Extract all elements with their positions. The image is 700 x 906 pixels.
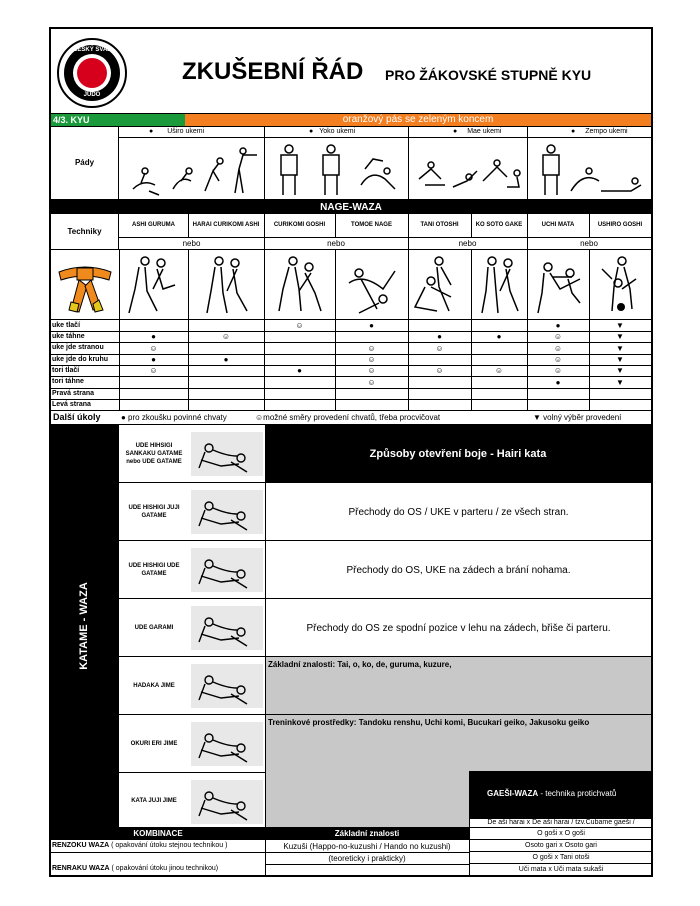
pady-item-mae: ● Mae ukemi (453, 128, 502, 135)
legend-mandatory: ● pro zkoušku povinné chvaty (121, 413, 227, 422)
kombinace-label: KOMBINACE (133, 829, 183, 838)
direction-mark: ● (297, 366, 302, 375)
page-subtitle: PRO ŽÁKOVSKÉ STUPNĚ KYU (385, 67, 592, 83)
technique-name: KO SOTO GAKE (475, 222, 523, 228)
yoko-ukemi-illustration (269, 141, 405, 197)
direction-mark: ☺ (367, 366, 376, 375)
direction-mark: ● (151, 355, 156, 364)
nage-waza-header: NAGE-WAZA (51, 200, 651, 214)
katame-technique-name: OKURI ERI JIME (130, 741, 178, 747)
katame-description: Způsoby otevření boje - Hairi kata (265, 425, 651, 483)
pady-label: Pády (51, 127, 119, 199)
direction-mark: ☺ (367, 377, 376, 387)
logo (57, 38, 127, 108)
legend-possible: ☺možné směry provedení chvatů, třeba procvičovat (255, 413, 441, 422)
renzoku-title: RENZOKU WAZA (52, 842, 110, 849)
technique-pictures-row (51, 250, 651, 320)
renraku-waza (52, 865, 218, 872)
katame-technique-name: UDE HIHSIGI SANKAKU GATAME nebo UDE GATAME (125, 443, 183, 465)
pady-item-usiro: ● Uširo ukemi (149, 128, 205, 135)
tomoe-nage-illustration (339, 253, 405, 317)
pady-item-zempo: ● Zempo ukemi (571, 128, 628, 135)
direction-mark: ☺ (221, 332, 231, 341)
katame-illustration (191, 780, 263, 824)
technique-name: TOMOE NAGE (351, 222, 392, 228)
harai-curikomi-ashi-illustration (193, 253, 261, 317)
gaesi-item: Uči mata x Uči mata sukaši (518, 866, 604, 873)
grade-bar (51, 113, 651, 127)
katame-description: Přechody do OS ze spodní pozice v lehu na zádech, břiše či parteru. (265, 599, 651, 657)
logo-text-top: ČESKÝ SVAZ (73, 47, 111, 53)
technique-name: UCHI MATA (541, 222, 575, 228)
direction-row-label: uke tlačí (52, 322, 81, 329)
page-title: ZKUŠEBNÍ ŘÁD (182, 58, 364, 85)
katame-technique-name: UDE HISHIGI JUJI GATAME (128, 505, 180, 519)
pady-item-label: Mae ukemi (467, 128, 502, 135)
directions-table (51, 320, 651, 411)
techniques-row (51, 214, 651, 250)
gaesi-item: O goši x Tani otoši (470, 853, 652, 864)
direction-mark: ☺ (553, 343, 563, 353)
direction-row-label: tori táhne (52, 378, 84, 385)
katame-technique-name: UDE HISHIGI UDE GATAME (128, 563, 180, 577)
direction-mark: ☺ (435, 366, 444, 375)
katame-illustration (191, 490, 263, 534)
technique-name: ASHI GURUMA (132, 222, 175, 228)
footer-header-bar (51, 827, 469, 840)
direction-mark: ▼ (616, 343, 624, 353)
direction-mark: ▼ (616, 321, 624, 330)
legend-label: Další úkoly (53, 412, 101, 422)
usiro-ukemi-illustration (123, 141, 261, 197)
direction-mark: ☺ (149, 343, 158, 353)
logo-text-bottom: JUDO (83, 92, 101, 98)
gaesi-item: Osoto gari x Osoto gari (470, 841, 652, 852)
mae-ukemi-illustration (413, 141, 525, 197)
gaesi-item: O goši x O goši (470, 829, 652, 840)
direction-mark: ● (223, 355, 229, 364)
katame-description: Přechody do OS / UKE v parteru / ze všech stran. (265, 483, 651, 541)
technique-name: USHIRO GOSHI (597, 222, 643, 228)
direction-mark: ☺ (435, 343, 444, 353)
direction-mark: ☺ (295, 321, 304, 330)
footer-rows (51, 840, 469, 877)
direction-row-label: Levá strana (52, 401, 91, 408)
gaesi-title: GAEŠI-WAZA (487, 789, 539, 798)
direction-mark: ● (555, 321, 561, 330)
direction-row-label: uke jde do kruhu (52, 356, 109, 363)
direction-row-label: tori tlačí (52, 367, 80, 374)
direction-mark: ● (555, 377, 561, 387)
legend-free: ▼ volný výběr provedení (533, 413, 622, 422)
renraku-title: RENRAKU WAZA (52, 865, 110, 872)
katame-illustration (191, 722, 263, 766)
katame-illustration (191, 664, 263, 708)
or-label: nebo (580, 238, 598, 248)
curikomi-goshi-illustration (269, 253, 333, 317)
direction-mark: ▼ (616, 332, 624, 341)
katame-technique-name: HADAKA JIME (133, 683, 175, 689)
katame-illustration (191, 432, 263, 476)
direction-mark: ☺ (367, 343, 376, 353)
direction-mark: ☺ (553, 355, 563, 364)
pady-item-label: Zempo ukemi (585, 128, 628, 135)
techniques-label: Techniky (51, 214, 119, 249)
direction-mark: ☺ (494, 366, 504, 375)
direction-mark: ☺ (367, 355, 376, 364)
katame-description: Přechody do OS, UKE na zádech a brání nohama. (265, 541, 651, 599)
gaesi-title-line (487, 789, 616, 798)
direction-row-label: Pravá strana (52, 390, 95, 397)
or-label: nebo (327, 238, 345, 248)
pady-item-label: Uširo ukemi (167, 128, 205, 135)
direction-mark: ☺ (149, 366, 158, 375)
or-label: nebo (182, 238, 201, 248)
ashi-guruma-illustration (123, 253, 185, 317)
direction-mark: ● (369, 321, 374, 330)
katame-description (265, 773, 469, 828)
direction-row-label: uke jde stranou (52, 344, 104, 351)
direction-mark: ▼ (616, 377, 624, 387)
zakladni-label: Základní znalosti (334, 829, 400, 838)
zempo-ukemi-illustration (531, 141, 649, 197)
direction-mark: ▼ (616, 355, 624, 364)
grade-label: 4/3. KYU (51, 114, 185, 126)
pady-section (51, 127, 651, 200)
katame-description: Základní znalosti: Tai, o, ko, de, guruma, kuzure, (265, 657, 651, 715)
katame-illustration (191, 548, 263, 592)
direction-mark: ● (437, 332, 442, 341)
direction-row-label: uke táhne (52, 333, 85, 340)
direction-mark: ● (496, 332, 502, 341)
ushiro-goshi-illustration (592, 253, 650, 317)
katame-side-label: KATAME - WAZA (78, 582, 90, 670)
tani-otoshi-illustration (411, 253, 469, 317)
pady-item-yoko: ● Yoko ukemi (309, 128, 356, 135)
or-label: nebo (458, 238, 477, 248)
katame-section (51, 424, 651, 827)
teoreticky-text: (teoreticky i prakticky) (328, 853, 406, 863)
pady-item-label: Yoko ukemi (319, 128, 356, 135)
renzoku-desc: ( opakování útoku stejnou technikou ) (109, 842, 228, 849)
technique-name: HARAI CURIKOMI ASHI (192, 222, 260, 228)
uchi-mata-illustration (530, 253, 588, 317)
direction-mark: ▼ (616, 366, 624, 375)
renraku-desc: ( opakování útoku jinou technikou) (109, 865, 219, 872)
katame-technique-name: KATA JUJI JIME (131, 797, 177, 804)
direction-mark: ☺ (553, 366, 563, 375)
gaesi-subtitle: - technika protichvatů (538, 789, 617, 798)
gaesi-item: De aši harai x De aši harai / tzv.Cubame gaeši / (470, 819, 652, 828)
katame-illustration (191, 606, 263, 650)
technique-name: CURIKOMI GOSHI (273, 222, 326, 228)
belt-description: oranžový pás se zeleným koncem (185, 114, 651, 126)
technique-name: TANI OTOSHI (420, 222, 459, 228)
katame-technique-name: UDE GARAMI (134, 625, 174, 631)
renzoku-waza (52, 842, 227, 849)
gaesi-box (469, 771, 651, 819)
direction-mark: ● (151, 332, 156, 341)
kuzusi-text: Kuzuši (Happo-no-kuzushi / Hando no kuzushi) (283, 841, 451, 851)
direction-mark: ☺ (553, 332, 563, 341)
legend-row (51, 411, 651, 424)
ko-soto-gake-illustration (474, 253, 526, 317)
gaesi-list (469, 819, 651, 877)
katame-description: Treninkové prostředky: Tandoku renshu, Uchi komi, Bucukari geiko, Jakusoku geiko (265, 715, 651, 773)
belt-icon (55, 258, 115, 314)
